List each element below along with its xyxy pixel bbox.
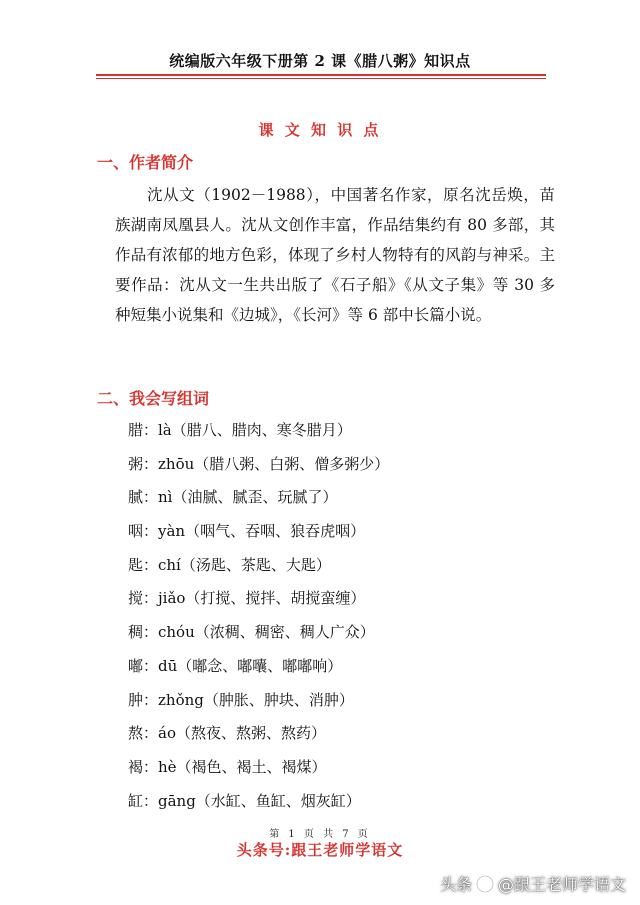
vocab-entry: 匙：chí（汤匙、茶匙、大匙） <box>128 555 331 574</box>
vocab-heading: 二、我会写组词 <box>97 389 210 408</box>
author-intro-paragraph <box>115 180 555 330</box>
vocab-entry: 咽：yàn（咽气、吞咽、狼吞虎咽） <box>128 522 366 541</box>
vocab-entry: 嘟：dū（嘟念、嘟囔、嘟嘟响） <box>128 656 343 675</box>
header-divider-thick <box>96 74 546 76</box>
vocab-entry: 腻：nì（油腻、腻歪、玩腻了） <box>128 488 338 507</box>
vocab-entry: 熬：áo（熬夜、熬粥、熬药） <box>128 724 326 743</box>
toutiao-icon <box>475 874 495 894</box>
vocab-entry: 腊：là（腊八、腊肉、寒冬腊月） <box>128 421 352 439</box>
author-line: 沈从文（1902－1988），中国著名作家，原名沈岳焕，苗族 <box>115 186 555 234</box>
section-title: 课 文 知 识 点 <box>258 121 382 139</box>
author-intro-heading: 一、作者简介 <box>97 153 194 172</box>
author-line: 湖南凤凰县人。沈从文创作丰富，作品结集约有 80 多部，其作 <box>115 216 555 264</box>
vocab-entry: 粥：zhōu（腊八粥、白粥、僧多粥少） <box>128 454 390 473</box>
vocab-entry: 稠：chóu（浓稠、稠密、稠人广众） <box>128 623 375 642</box>
header-divider-thin <box>96 78 546 79</box>
author-line: 作品：沈从文一生共出版了《石子船》《从文子集》等 30 多种 <box>115 276 555 324</box>
vocab-entry: 搅：jiǎo（打搅、搅拌、胡搅蛮缠） <box>128 589 366 608</box>
vocab-list <box>128 418 389 822</box>
vocab-entry: 肿：zhǒng（肿胀、肿块、消肿） <box>128 690 354 709</box>
vocab-entry: 缸：gāng（水缸、鱼缸、烟灰缸） <box>128 791 361 810</box>
vocab-entry: 褐：hè（褐色、褐土、褐煤） <box>128 757 327 776</box>
watermark-prefix: 头条 <box>439 875 472 894</box>
author-line: 短集小说集和《边城》，《长河》等 6 部中长篇小说。 <box>130 306 492 324</box>
watermark-handle: @跟王老师学语文 <box>497 875 626 894</box>
document-header-title: 统编版六年级下册第 2 课《腊八粥》知识点 <box>169 52 471 70</box>
footer-brand: 头条号:跟王老师学语文 <box>236 841 404 859</box>
page-number: 第 1 页 共 7 页 <box>269 829 371 840</box>
author-line: 品有浓郁的地方色彩，体现了乡村人物特有的风韵与神采。主要 <box>115 246 555 294</box>
watermark <box>440 872 626 895</box>
